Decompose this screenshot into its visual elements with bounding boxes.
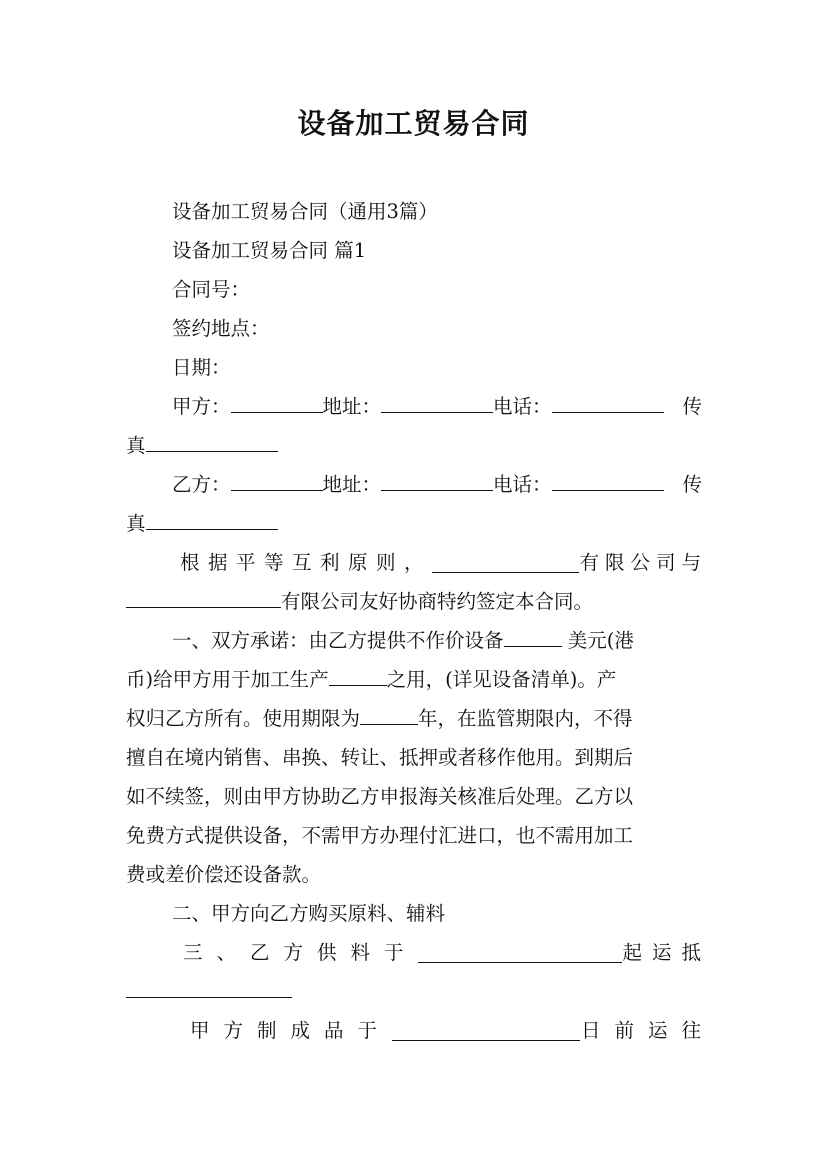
- party-b-fax-line: [126, 511, 701, 537]
- party-b-address-label: 地址：: [322, 473, 382, 496]
- clause1-text-2b: 之用，(详见设备清单)。产: [386, 668, 617, 691]
- party-a-fax-line: [126, 433, 701, 459]
- party-a-fax-label-2: 真: [126, 434, 146, 457]
- clause1-text-2a: 币)给甲方用于加工生产: [126, 668, 329, 691]
- clause1-line-6: 免费方式提供设备，不需甲方办理付汇进口，也不需用加工: [126, 824, 634, 847]
- delivery-date-blank: [392, 1022, 580, 1041]
- equipment-value-blank: [504, 628, 562, 647]
- clause1-line-1: [172, 628, 702, 654]
- party-a-address-label: 地址：: [322, 395, 382, 418]
- party-a-phone-label: 电话：: [493, 395, 552, 418]
- contract-number-label: 合同号：: [172, 278, 251, 301]
- party-b-fax-label-1: 传: [682, 473, 702, 496]
- party-a-line: [172, 394, 702, 420]
- clause3-line-2: [126, 979, 701, 1005]
- clause1-line-2: [126, 667, 701, 693]
- party-b-fax-blank: [146, 511, 278, 530]
- clause1-line-3: [126, 706, 701, 732]
- clause4-part1: 甲方制成品于: [190, 1019, 392, 1042]
- party-b-label: 乙方：: [172, 473, 231, 496]
- supply-place-blank: [418, 944, 623, 963]
- clause1-text-3a: 权归乙方所有。使用期限为: [126, 707, 361, 730]
- clause3-part1: 三、乙方供料于: [183, 941, 418, 964]
- clause1-text-1b: 美元(港: [561, 629, 634, 652]
- party-a-name-blank: [231, 394, 323, 413]
- intro-part1: 根据平等互利原则，: [180, 551, 433, 574]
- party-b-fax-label-2: 真: [126, 512, 146, 535]
- document-subtitle: 设备加工贸易合同（通用3篇）: [172, 200, 438, 223]
- clause1-line-5: 如不续签，则由甲方协助乙方申报海关核准后处理。乙方以: [126, 785, 634, 808]
- clause4-line-1: [190, 1018, 715, 1044]
- party-a-phone-blank: [552, 394, 664, 413]
- clause1-text-1a: 一、双方承诺：由乙方提供不作价设备: [172, 629, 504, 652]
- clause4-part2: 日前运往: [580, 1019, 715, 1042]
- intro-line-1: [180, 550, 707, 576]
- clause2-line: 二、甲方向乙方购买原料、辅料: [172, 902, 446, 925]
- party-b-phone-blank: [552, 472, 664, 491]
- clause1-line-7: 费或差价偿还设备款。: [126, 863, 322, 886]
- company-b-blank: [126, 589, 281, 608]
- party-a-fax-blank: [146, 433, 278, 452]
- destination-blank: [126, 979, 292, 998]
- clause1-line-4: 擅自在境内销售、串换、转让、抵押或者移作他用。到期后: [126, 746, 634, 769]
- clause3-line-1: [183, 940, 711, 966]
- party-a-address-blank: [381, 394, 493, 413]
- company-a-blank: [432, 554, 579, 573]
- party-a-fax-label-1: 传: [682, 395, 702, 418]
- product-blank: [329, 667, 387, 686]
- party-b-line: [172, 472, 702, 498]
- signing-place-label: 签约地点：: [172, 317, 270, 340]
- clause3-part2: 起运抵: [622, 941, 711, 964]
- intro-line-2: [126, 589, 701, 615]
- clause1-text-3b: 年，在监管期限内，不得: [418, 707, 633, 730]
- intro-part3: 有限公司友好协商特约签定本合同。: [281, 590, 594, 613]
- intro-part2: 有限公司与: [579, 551, 707, 574]
- section-heading: 设备加工贸易合同 篇1: [172, 239, 367, 262]
- term-years-blank: [360, 706, 418, 725]
- party-b-phone-label: 电话：: [493, 473, 552, 496]
- party-b-address-blank: [381, 472, 493, 491]
- document-title: 设备加工贸易合同: [297, 107, 530, 140]
- party-b-name-blank: [231, 472, 323, 491]
- party-a-label: 甲方：: [172, 395, 231, 418]
- date-label: 日期：: [172, 356, 231, 379]
